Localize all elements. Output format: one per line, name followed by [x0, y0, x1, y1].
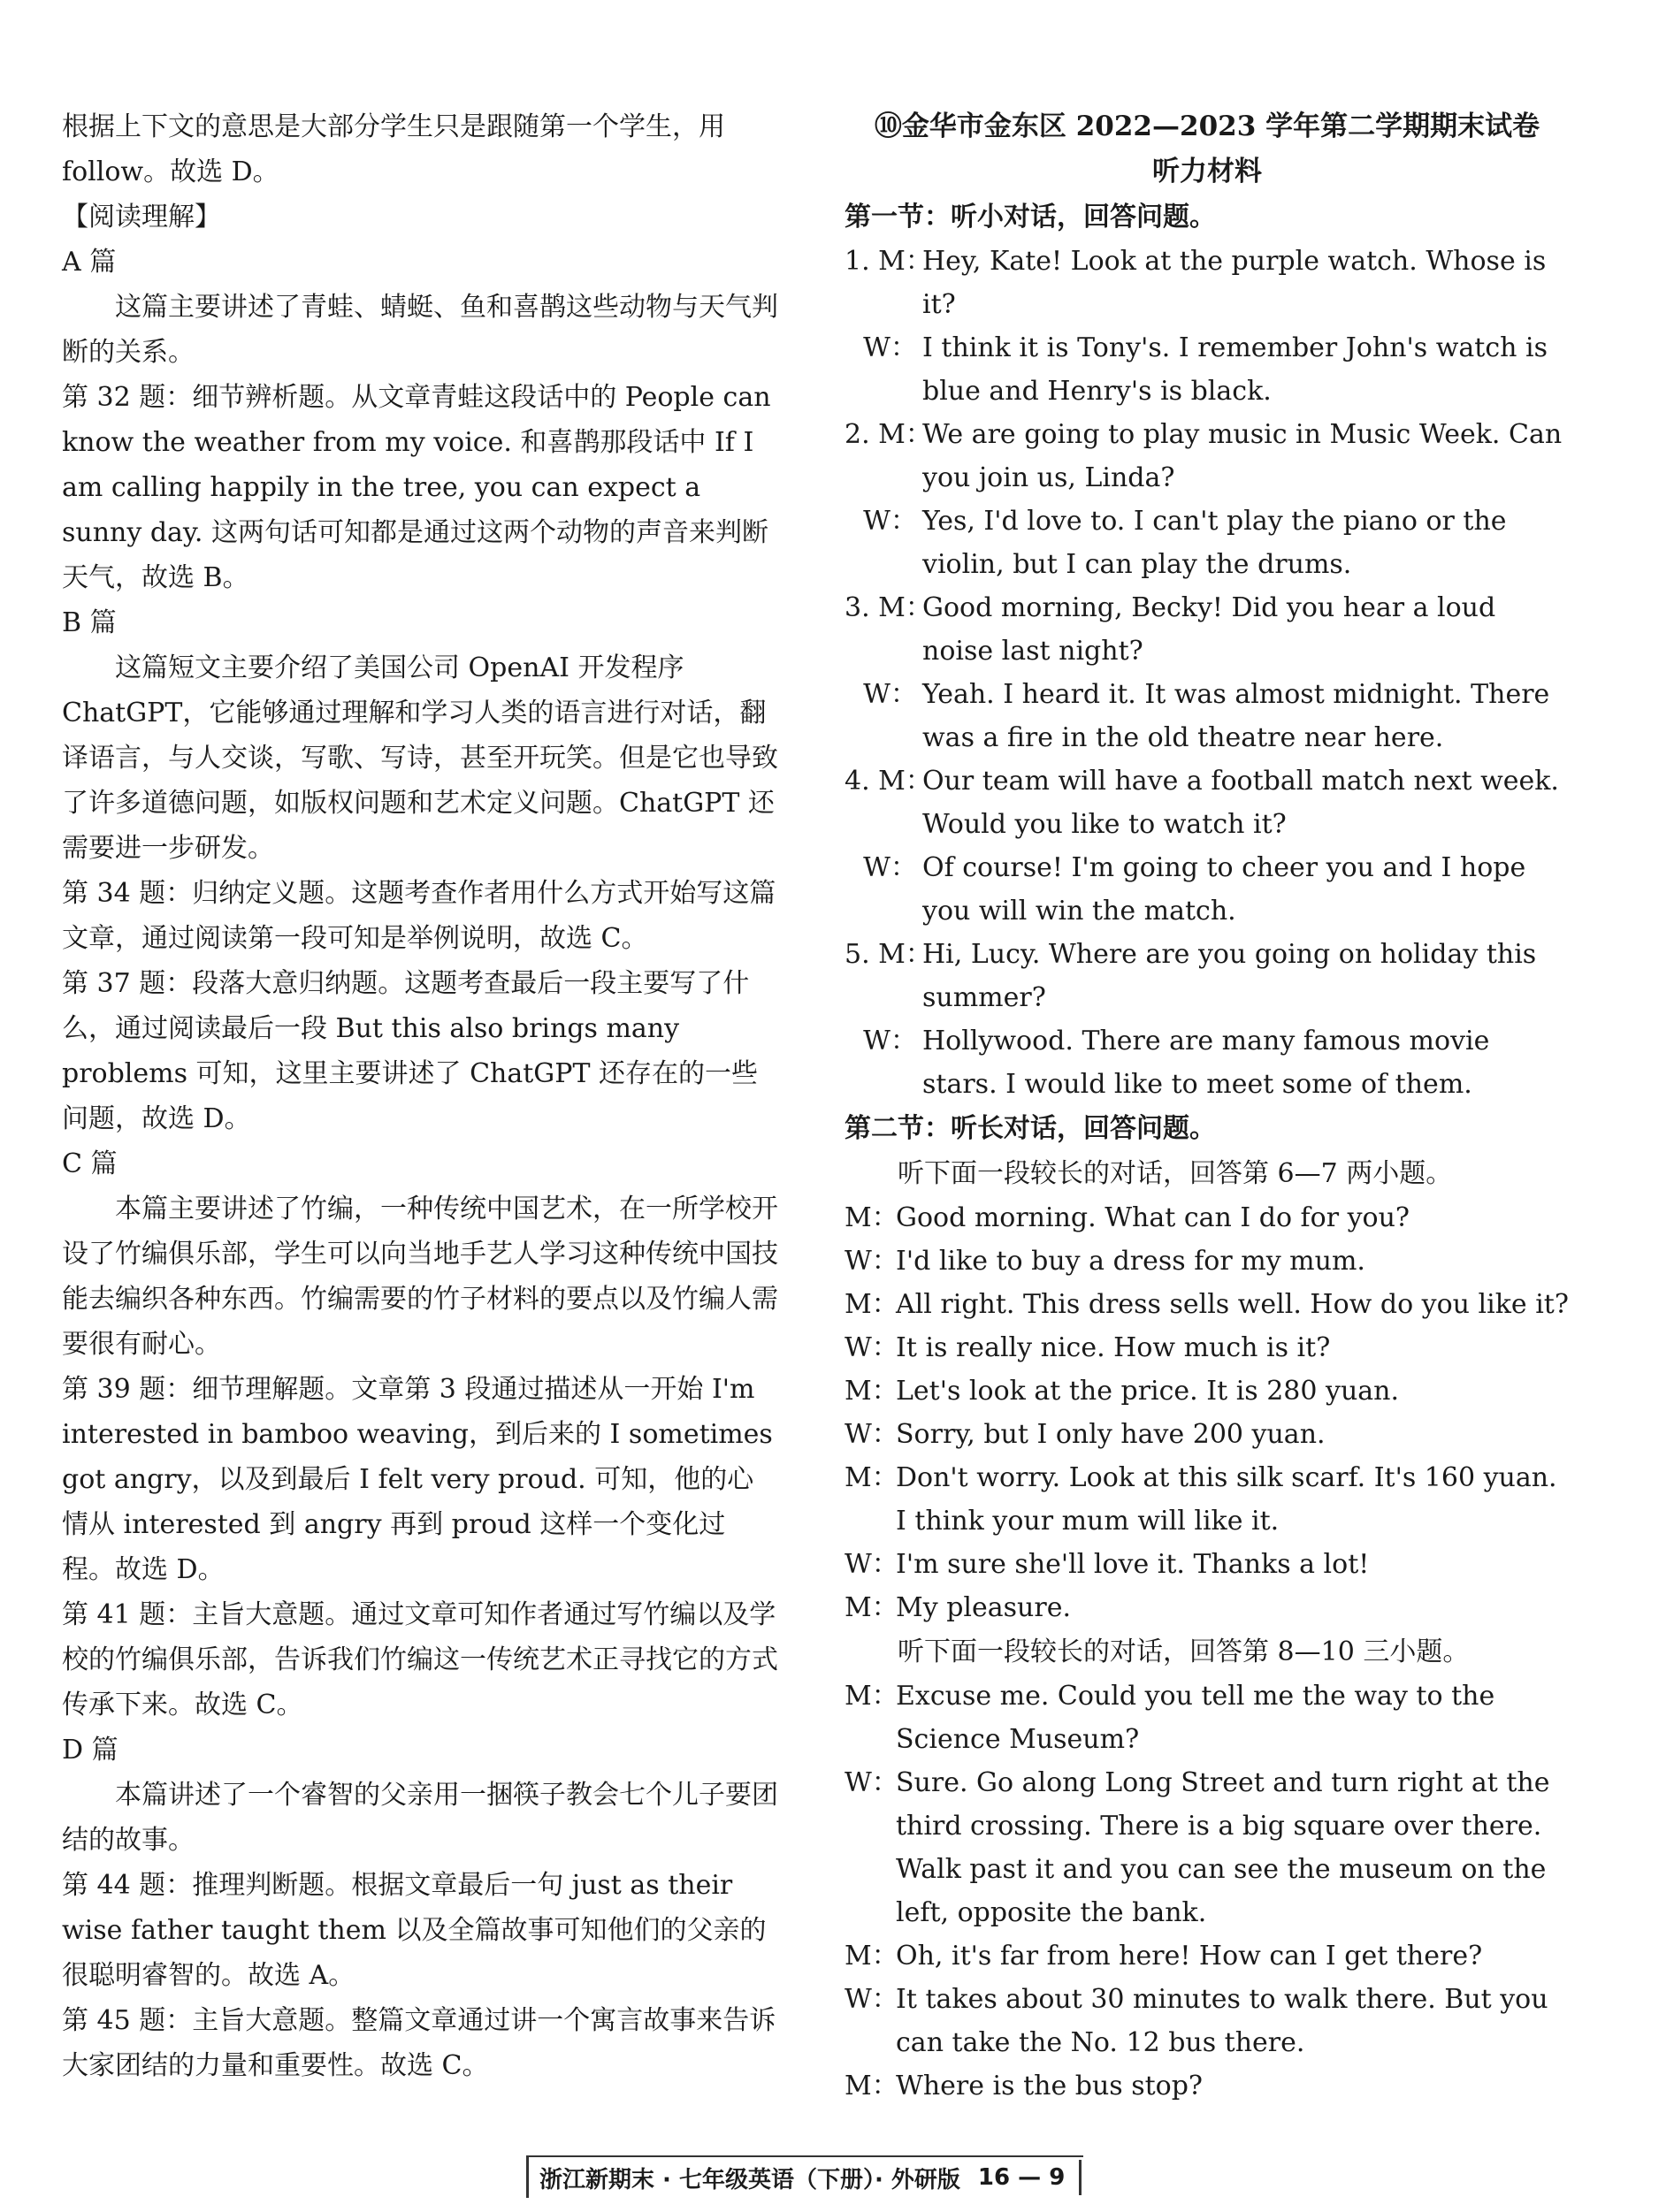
line-text: Good morning. What can I do for you?: [896, 1202, 1410, 1233]
dialogue-line: [845, 1674, 1570, 1761]
speaker: W：: [863, 332, 917, 363]
long-dialogue-2: [845, 1674, 1570, 2108]
dialogue-line: [845, 673, 1570, 759]
dialogue-line: [845, 1283, 1570, 1326]
dialogue-2-intro: 听下面一段较长的对话，回答第 8—10 三小题。: [898, 1636, 1470, 1667]
dialogue-line: [845, 1761, 1570, 1934]
short-dialogues: [845, 240, 1570, 1106]
line-text: Our team will have a football match next week. Would you like to watch it?: [922, 766, 1559, 840]
explanation-q39: 第 39 题：细节理解题。文章第 3 段通过描述从一开始 I'm interested in bamboo weaving，到后来的 I sometimes got angry，以及到最后 I felt very proud. 可知，他的心情从 interested 到 angry 再到 proud 这样一个变化过程。故选 D。: [62, 1374, 773, 1585]
speaker: M：: [845, 1592, 898, 1623]
line-text: I think it is Tony's. I remember John's watch is blue and Henry's is black.: [922, 332, 1548, 407]
speaker: M：: [845, 1376, 898, 1407]
dialogue-line: [845, 326, 1570, 413]
line-text: My pleasure.: [896, 1592, 1071, 1623]
speaker: 5. M：: [845, 939, 932, 970]
dialogue-1-intro: 听下面一段较长的对话，回答第 6—7 两小题。: [898, 1158, 1453, 1189]
passage-d-heading: D 篇: [62, 1735, 118, 1766]
dialogue-line: [845, 1934, 1570, 1978]
line-text: It takes about 30 minutes to walk there. But you can take the No. 12 bus there.: [896, 1984, 1548, 2058]
answer-explanation-q31-end: 根据上下文的意思是大部分学生只是跟随第一个学生，用 follow。故选 D。: [62, 111, 725, 187]
line-text: It is really nice. How much is it?: [896, 1332, 1331, 1363]
dialogue-line: [845, 1543, 1570, 1586]
exam-subtitle: 听力材料: [1152, 156, 1262, 187]
explanation-q45: 第 45 题：主旨大意题。整篇文章通过讲一个寓言故事来告诉大家团结的力量和重要性。故选 C。: [62, 2005, 776, 2081]
line-text: Sure. Go along Long Street and turn right at the third crossing. There is a big square over there. Walk past it and you can see the museum on the left, opposite the bank.: [896, 1767, 1550, 1928]
passage-c-heading: C 篇: [62, 1148, 118, 1179]
speaker: 4. M：: [845, 766, 932, 797]
line-text: Excuse me. Could you tell me the way to the Science Museum?: [896, 1681, 1495, 1755]
dialogue-line: [845, 933, 1570, 1019]
section-2-heading: 第二节：听长对话，回答问题。: [845, 1113, 1216, 1144]
passage-a-summary: 这篇主要讲述了青蛙、蜻蜓、鱼和喜鹊这些动物与天气判断的关系。: [62, 292, 778, 368]
speaker: W：: [845, 1419, 898, 1450]
dialogue-line: [845, 413, 1570, 500]
speaker: M：: [845, 1681, 898, 1712]
explanation-q34: 第 34 题：归纳定义题。这题考查作者用什么方式开始写这篇文章，通过阅读第一段可知是举例说明，故选 C。: [62, 878, 776, 954]
line-text: Where is the bus stop?: [896, 2071, 1203, 2101]
speaker: 3. M：: [845, 592, 932, 623]
dialogue-line: [845, 1413, 1570, 1456]
line-text: Of course! I'm going to cheer you and I hope you will win the match.: [922, 852, 1526, 927]
passage-c-summary: 本篇主要讲述了竹编，一种传统中国艺术，在一所学校开设了竹编俱乐部，学生可以向当地手艺人学习这种传统中国技能去编织各种东西。竹编需要的竹子材料的要点以及竹编人需要很有耐心。: [62, 1194, 778, 1360]
speaker: W：: [845, 1767, 898, 1798]
dialogue-line: [845, 1369, 1570, 1413]
page-footer: [526, 2155, 1083, 2198]
speaker: W：: [845, 1984, 898, 2015]
footer-book-title: 浙江新期末 · 七年级英语（下册）· 外研版: [539, 2166, 960, 2193]
speaker: M：: [845, 1202, 898, 1233]
dialogue-line: [845, 1978, 1570, 2064]
dialogue-line: [845, 1239, 1570, 1283]
dialogue-line: [845, 759, 1570, 846]
line-text: Don't worry. Look at this silk scarf. It's 160 yuan. I think your mum will like it.: [896, 1462, 1557, 1537]
left-column: [62, 104, 778, 2088]
speaker: W：: [845, 1246, 898, 1277]
speaker: 2. M：: [845, 419, 932, 450]
speaker: M：: [845, 2071, 898, 2101]
long-dialogue-1: [845, 1196, 1570, 1629]
dialogue-line: [845, 500, 1570, 586]
line-text: Hey, Kate! Look at the purple watch. Whose is it?: [922, 246, 1547, 320]
line-text: Hollywood. There are many famous movie stars. I would like to meet some of them.: [922, 1026, 1490, 1100]
dialogue-line: [845, 1326, 1570, 1369]
section-heading-reading: 【阅读理解】: [62, 202, 221, 233]
dialogue-line: [845, 240, 1570, 326]
passage-b-heading: B 篇: [62, 607, 117, 638]
passage-b-summary: 这篇短文主要介绍了美国公司 OpenAI 开发程序 ChatGPT，它能够通过理解和学习人类的语言进行对话，翻译语言，与人交谈，写歌、写诗，甚至开玩笑。但是它也导致了许多道德问题，如版权问题和艺术定义问题。ChatGPT 还需要进一步研发。: [62, 652, 778, 864]
explanation-q32: 第 32 题：细节辨析题。从文章青蛙这段话中的 People can know the weather from my voice. 和喜鹊那段话中 If I am calling happily in the tree, you can expect a sunny day. 这两句话可知都是通过这两个动物的声音来判断天气，故选 B。: [62, 382, 771, 593]
dialogue-line: [845, 1456, 1570, 1543]
line-text: All right. This dress sells well. How do you like it?: [896, 1289, 1569, 1320]
speaker: M：: [845, 1941, 898, 1972]
dialogue-line: [845, 586, 1570, 673]
line-text: I'm sure she'll love it. Thanks a lot!: [896, 1549, 1370, 1580]
speaker: W：: [863, 506, 917, 537]
explanation-q41: 第 41 题：主旨大意题。通过文章可知作者通过写竹编以及学校的竹编俱乐部，告诉我们竹编这一传统艺术正寻找它的方式传承下来。故选 C。: [62, 1599, 778, 1720]
speaker: W：: [845, 1549, 898, 1580]
section-1-heading: 第一节：听小对话，回答问题。: [845, 202, 1216, 233]
dialogue-line: [845, 846, 1570, 933]
speaker: 1. M：: [845, 246, 932, 277]
speaker: W：: [845, 1332, 898, 1363]
footer-divider: [1079, 2160, 1082, 2195]
page-number: 16 — 9: [977, 2164, 1066, 2191]
line-text: Good morning, Becky! Did you hear a loud noise last night?: [922, 592, 1496, 667]
line-text: Yeah. I heard it. It was almost midnight. There was a fire in the old theatre near here.: [922, 679, 1550, 753]
right-column: [845, 104, 1570, 2108]
speaker: W：: [863, 679, 917, 710]
explanation-q44: 第 44 题：推理判断题。根据文章最后一句 just as their wise father taught them 以及全篇故事可知他们的父亲的很聪明睿智的。故选 A。: [62, 1870, 767, 1991]
line-text: Sorry, but I only have 200 yuan.: [896, 1419, 1326, 1450]
line-text: Hi, Lucy. Where are you going on holiday this summer?: [922, 939, 1537, 1013]
line-text: Let's look at the price. It is 280 yuan.: [896, 1376, 1400, 1407]
passage-d-summary: 本篇讲述了一个睿智的父亲用一捆筷子教会七个儿子要团结的故事。: [62, 1780, 778, 1856]
dialogue-line: [845, 1019, 1570, 1106]
line-text: I'd like to buy a dress for my mum.: [896, 1246, 1365, 1277]
explanation-q37: 第 37 题：段落大意归纳题。这题考查最后一段主要写了什么，通过阅读最后一段 But this also brings many problems 可知，这里主要讲述了 ChatGPT 还存在的一些问题，故选 D。: [62, 968, 758, 1134]
exam-title: ⑩金华市金东区 2022—2023 学年第二学期期末试卷: [874, 111, 1540, 142]
dialogue-line: [845, 1586, 1570, 1629]
speaker: M：: [845, 1462, 898, 1493]
dialogue-line: [845, 1196, 1570, 1239]
passage-a-heading: A 篇: [62, 247, 117, 278]
speaker: M：: [845, 1289, 898, 1320]
speaker: W：: [863, 852, 917, 883]
dialogue-line: [845, 2064, 1570, 2108]
line-text: Oh, it's far from here! How can I get there?: [896, 1941, 1483, 1972]
line-text: Yes, I'd love to. I can't play the piano or the violin, but I can play the drums.: [922, 506, 1507, 580]
line-text: We are going to play music in Music Week. Can you join us, Linda?: [922, 419, 1563, 493]
speaker: W：: [863, 1026, 917, 1056]
